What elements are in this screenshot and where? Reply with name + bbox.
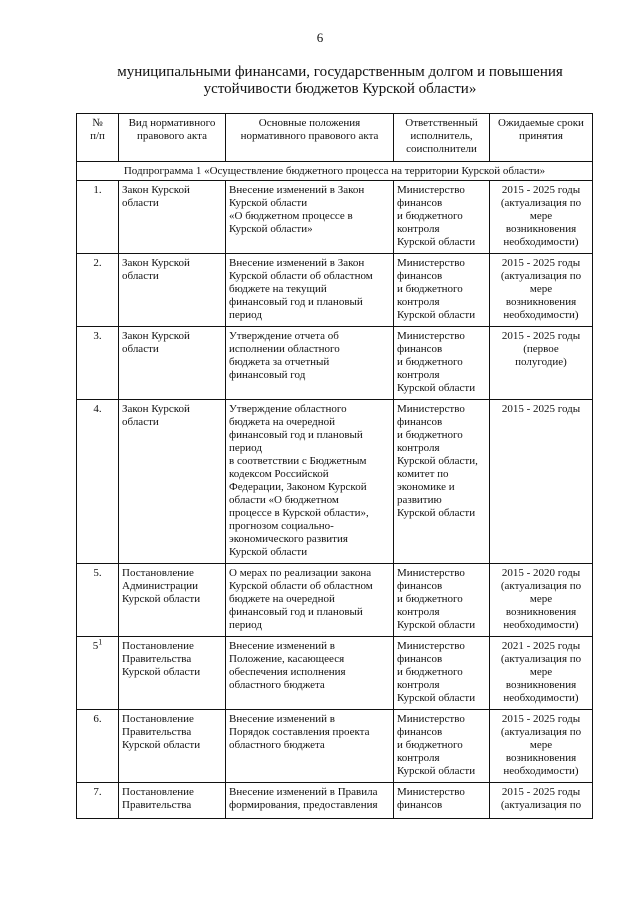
row-executor: Министерство финансов (394, 783, 490, 819)
table-row (77, 400, 593, 564)
row-provisions: Внесение изменений в Правила формирования, предоставления (226, 783, 394, 819)
subprogram-row (77, 162, 593, 181)
row-number: 1. (77, 181, 119, 254)
row-provisions: Внесение изменений в Положение, касающееся обеспечения исполнения областного бюджета (226, 637, 394, 710)
column-header-number: № п/п (77, 114, 119, 162)
column-header-provisions: Основные положения нормативного правового акта (226, 114, 394, 162)
row-dates: 2015 - 2025 годы (490, 400, 593, 564)
row-dates: 2015 - 2025 годы (первое полугодие) (490, 327, 593, 400)
row-act-type: Закон Курской области (119, 181, 226, 254)
row-act-type: Закон Курской области (119, 327, 226, 400)
row-provisions: Внесение изменений в Порядок составления проекта областного бюджета (226, 710, 394, 783)
row-act-type: Постановление Правительства Курской области (119, 710, 226, 783)
column-header-act-type: Вид нормативного правового акта (119, 114, 226, 162)
row-act-type: Постановление Правительства (119, 783, 226, 819)
row-number: 6. (77, 710, 119, 783)
table-row (77, 254, 593, 327)
table-row (77, 783, 593, 819)
row-executor: Министерство финансов и бюджетного контроля Курской области, комитет по экономике и развитию Курской области (394, 400, 490, 564)
row-provisions: Внесение изменений в Закон Курской области об областном бюджете на текущий финансовый год и плановый период (226, 254, 394, 327)
row-number: 3. (77, 327, 119, 400)
row-number: 5. (77, 564, 119, 637)
heading-line-1: муниципальными финансами, государственным долгом и повышения (117, 64, 563, 80)
table-row (77, 710, 593, 783)
table-header-row (77, 114, 593, 162)
table-row (77, 564, 593, 637)
column-header-dates: Ожидаемые сроки принятия (490, 114, 593, 162)
row-number: 4. (77, 400, 119, 564)
row-provisions: Внесение изменений в Закон Курской области «О бюджетном процессе в Курской области» (226, 181, 394, 254)
row-provisions: Утверждение областного бюджета на очередной финансовый год и плановый период в соответствии с Бюджетным кодексом Российской Федерации, Законом Курской области «О бюджетном процессе в Курской области», прогнозом социально- экономического развития Курской области (226, 400, 394, 564)
row-executor: Министерство финансов и бюджетного контроля Курской области (394, 710, 490, 783)
row-dates: 2015 - 2025 годы (актуализация по мере возникновения необходимости) (490, 181, 593, 254)
document-heading (100, 64, 580, 98)
heading-line-2: устойчивости бюджетов Курской области» (203, 81, 477, 97)
row-executor: Министерство финансов и бюджетного контроля Курской области (394, 327, 490, 400)
row-act-type: Закон Курской области (119, 400, 226, 564)
row-dates: 2015 - 2020 годы (актуализация по мере возникновения необходимости) (490, 564, 593, 637)
row-executor: Министерство финансов и бюджетного контроля Курской области (394, 254, 490, 327)
row-dates: 2015 - 2025 годы (актуализация по мере возникновения необходимости) (490, 710, 593, 783)
row-executor: Министерство финансов и бюджетного контроля Курской области (394, 564, 490, 637)
row-dates: 2015 - 2025 годы (актуализация по мере возникновения необходимости) (490, 254, 593, 327)
table-row (77, 327, 593, 400)
row-executor: Министерство финансов и бюджетного контроля Курской области (394, 181, 490, 254)
row-provisions: Утверждение отчета об исполнении областного бюджета за отчетный финансовый год (226, 327, 394, 400)
row-act-type: Постановление Администрации Курской области (119, 564, 226, 637)
row-number: $5^1$ (77, 637, 119, 710)
table-row (77, 181, 593, 254)
page-number: 6 (316, 30, 324, 45)
row-number: 2. (77, 254, 119, 327)
row-number: 7. (77, 783, 119, 819)
row-dates: 2021 - 2025 годы (актуализация по мере возникновения необходимости) (490, 637, 593, 710)
row-provisions: О мерах по реализации закона Курской области об областном бюджете на очередной финансовый год и плановый период (226, 564, 394, 637)
row-executor: Министерство финансов и бюджетного контроля Курской области (394, 637, 490, 710)
row-dates: 2015 - 2025 годы (актуализация по (490, 783, 593, 819)
row-act-type: Постановление Правительства Курской области (119, 637, 226, 710)
row-act-type: Закон Курской области (119, 254, 226, 327)
regulatory-acts-table (76, 113, 593, 819)
table-row (77, 637, 593, 710)
subprogram-title: Подпрограмма 1 «Осуществление бюджетного процесса на территории Курской области» (77, 162, 593, 181)
column-header-executor: Ответственный исполнитель, соисполнители (394, 114, 490, 162)
